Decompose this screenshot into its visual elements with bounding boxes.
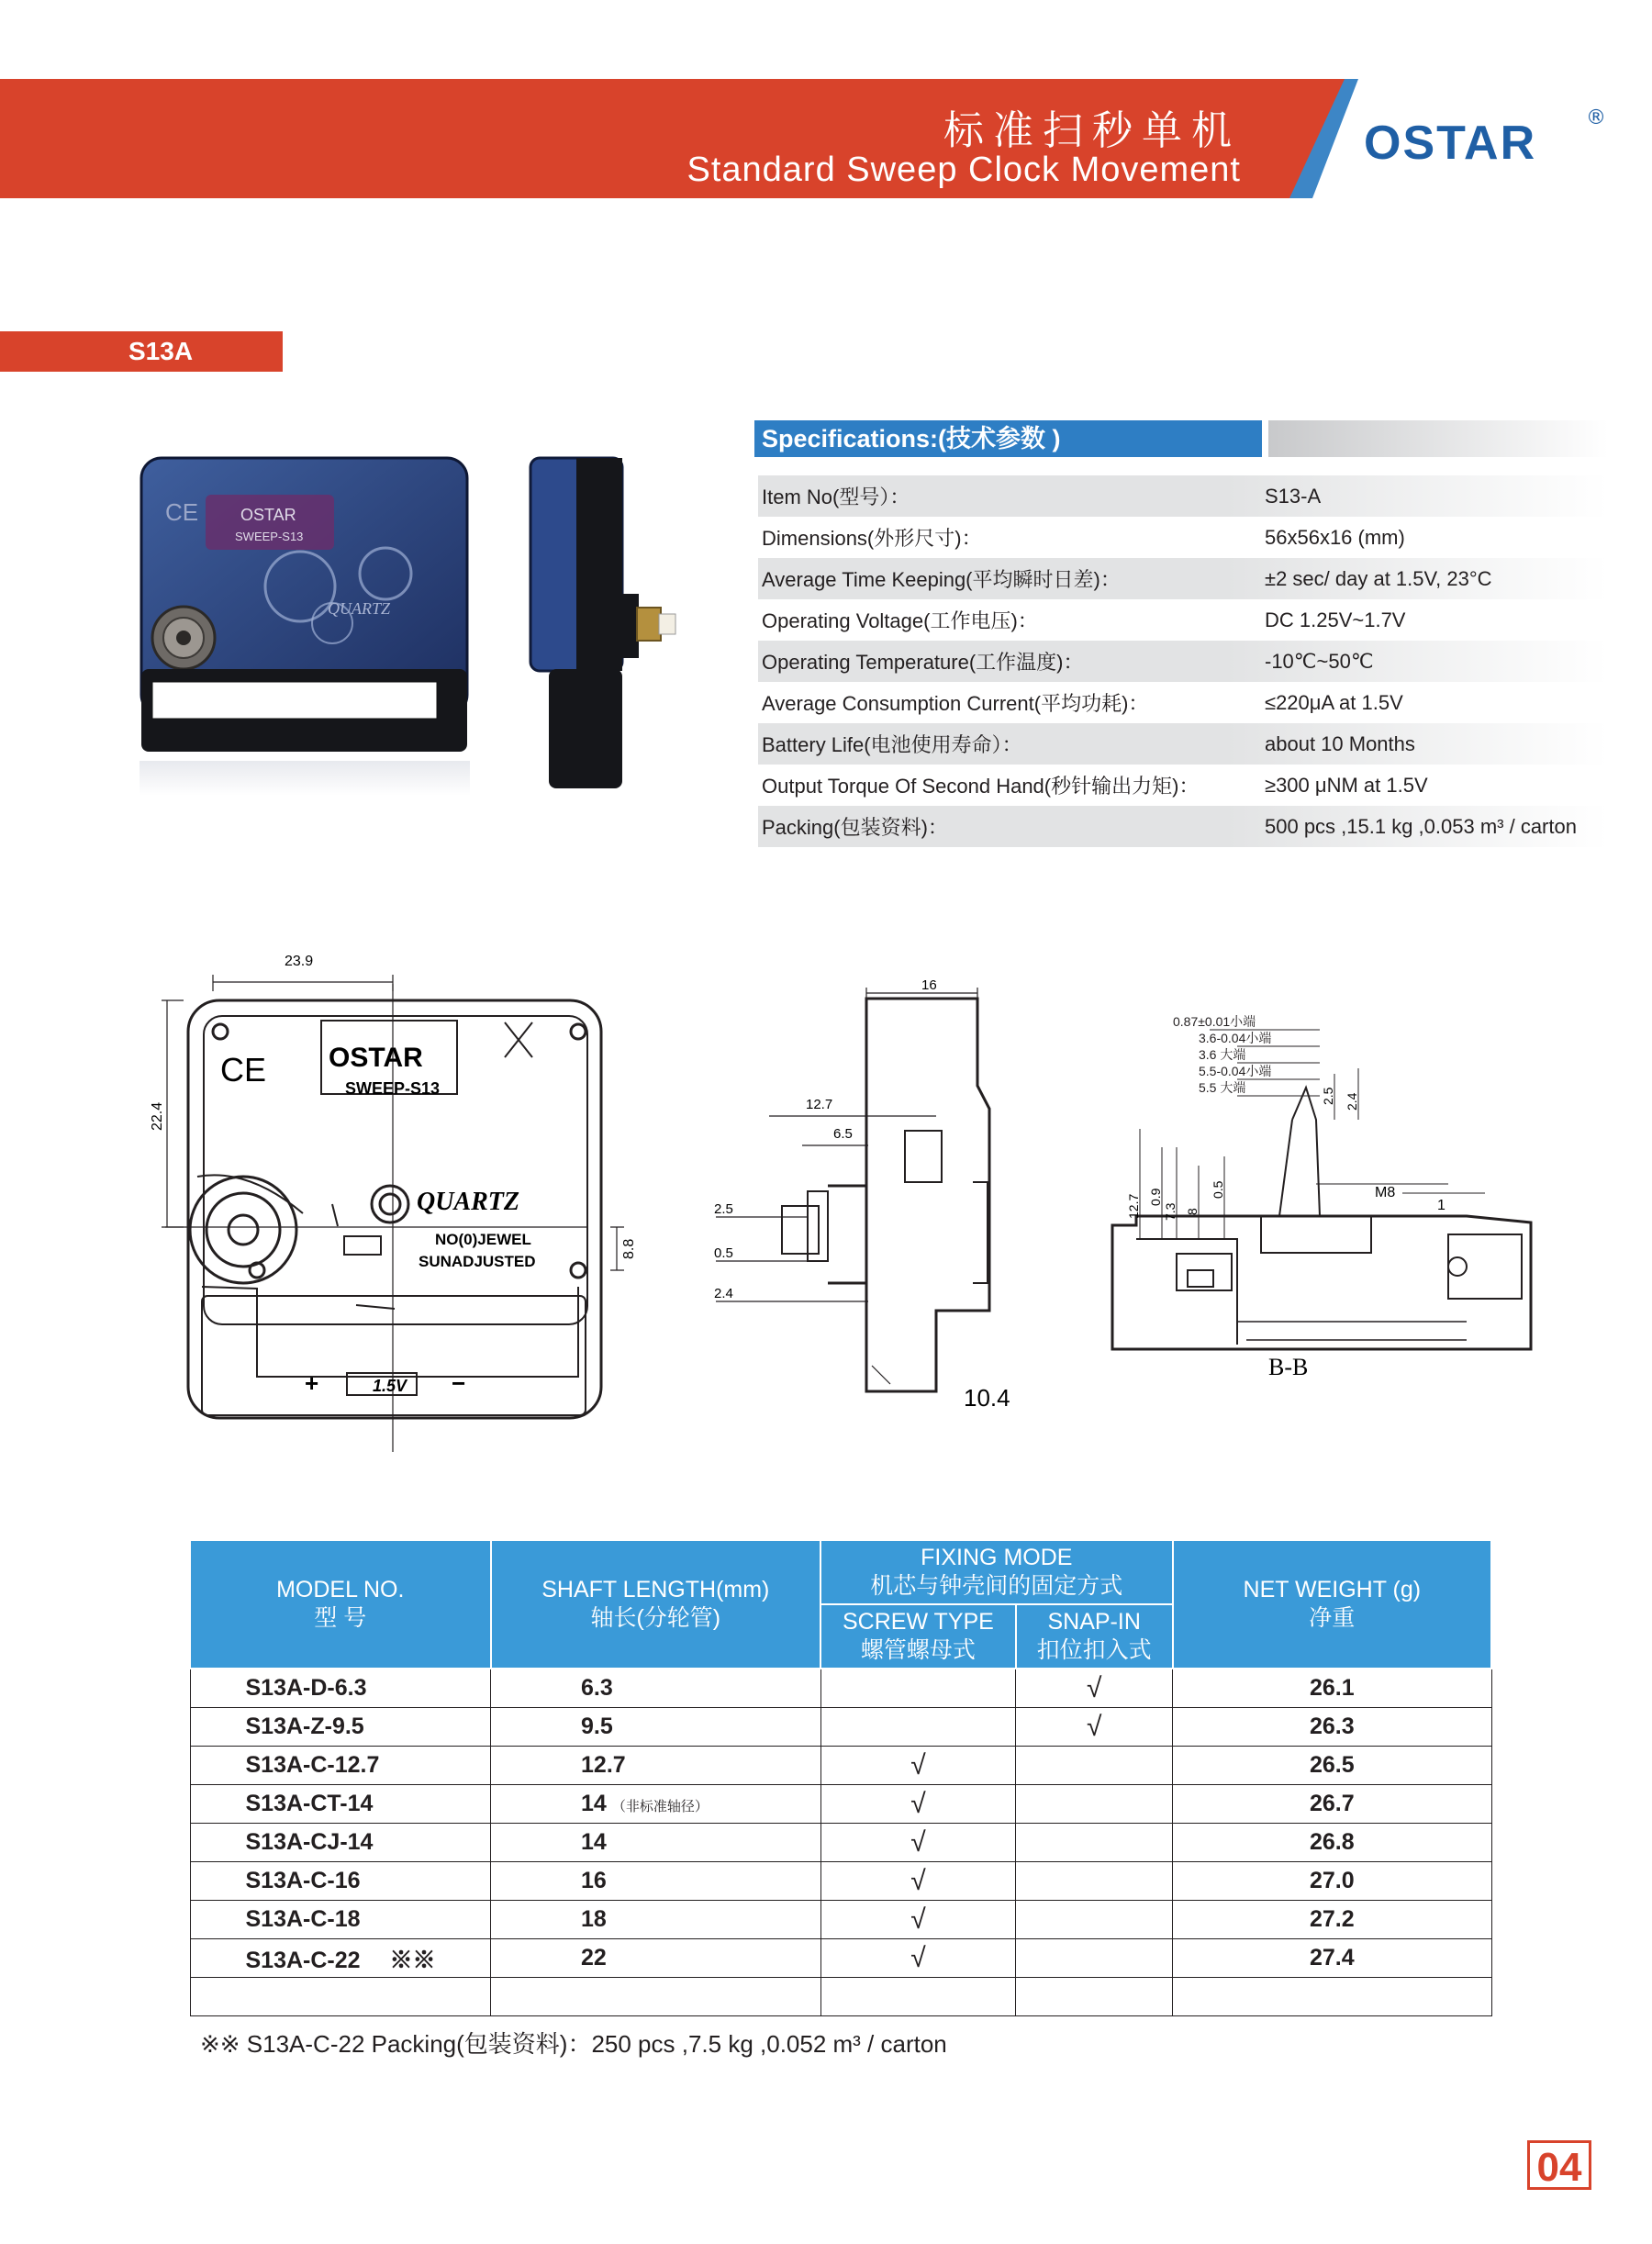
col-weight-en: NET WEIGHT (g)	[1243, 1576, 1422, 1602]
table-row	[190, 1747, 1491, 1785]
spec-label: Operating Temperature(工作温度)：	[762, 651, 1084, 674]
dim-section-v3: 8	[1185, 1208, 1200, 1215]
cell-model: S13A-C-16	[190, 1862, 491, 1901]
table-row	[190, 1708, 1491, 1747]
spec-row	[758, 599, 1608, 641]
col-weight-cn: 净重	[1309, 1605, 1356, 1631]
battery-plus: +	[305, 1369, 319, 1397]
spec-label: Average Consumption Current(平均功耗)：	[762, 692, 1149, 715]
cell-screw-type: √	[820, 1824, 1016, 1862]
spec-value: S13-A	[1265, 484, 1322, 508]
cell-shaft	[491, 1901, 821, 1939]
dim-section-v1: 0.9	[1148, 1188, 1163, 1206]
spec-label: Item No(型号）：	[762, 486, 910, 508]
dim-tip: 2.5	[714, 1201, 733, 1217]
col-fixing-en: FIXING MODE	[921, 1544, 1073, 1570]
cell-weight: 27.2	[1173, 1901, 1491, 1939]
cell-weight: 26.1	[1173, 1669, 1491, 1708]
dim-bottom: 10.4	[964, 1384, 1010, 1412]
spec-label: Battery Life(电池使用寿命）：	[762, 733, 1022, 756]
drawing-unadjusted-text: SUNADJUSTED	[419, 1253, 536, 1270]
table-row	[190, 1669, 1491, 1708]
cell-weight: 27.0	[1173, 1862, 1491, 1901]
photo-ce-mark: CE	[165, 498, 199, 526]
col-weight-header	[1173, 1540, 1491, 1669]
side-view-drawing	[698, 980, 1028, 1448]
shaft-value: 14	[581, 1829, 607, 1855]
cell-screw-type: √	[820, 1747, 1016, 1785]
dim-section-v5: 2.5	[1321, 1087, 1335, 1105]
ostar-logo: OSTAR	[1364, 117, 1537, 170]
registered-mark: ®	[1586, 106, 1606, 129]
dim-shaft-seg: 6.5	[833, 1126, 853, 1142]
cell-screw-type: √	[820, 1785, 1016, 1824]
dim-shaft-length: 12.7	[806, 1097, 833, 1112]
section-one: 1	[1437, 1198, 1446, 1213]
spec-label: Packing(包装资料)：	[762, 816, 948, 839]
cell-snap-in	[1016, 1785, 1173, 1824]
section-note: 5.5 大端	[1199, 1080, 1246, 1095]
cell-snap-in	[1016, 1901, 1173, 1939]
section-view-drawing	[1099, 1010, 1540, 1395]
cell-snap-in	[1016, 1862, 1173, 1901]
cell-screw-type	[820, 1708, 1016, 1747]
dim-right-height: 8.8	[621, 1238, 637, 1259]
cell-model: S13A-CJ-14	[190, 1824, 491, 1862]
battery-voltage: 1.5V	[373, 1377, 407, 1395]
drawing-quartz-text: QUARTZ	[417, 1188, 519, 1216]
drawing-brand-text: OSTAR	[329, 1043, 423, 1073]
cell-snap-in: √	[1016, 1669, 1173, 1708]
movement-side-photo	[521, 456, 705, 796]
dim-left-height: 22.4	[150, 1101, 165, 1131]
cell-screw-type	[820, 1669, 1016, 1708]
movement-front-photo	[140, 456, 470, 796]
model-table	[189, 1539, 1492, 2016]
shaft-value: 12.7	[581, 1752, 626, 1778]
col-model-cn: 型 号	[314, 1605, 367, 1631]
spec-label: Operating Voltage(工作电压)：	[762, 609, 1038, 632]
section-note: 3.6-0.04小端	[1199, 1031, 1272, 1045]
spec-value: ±2 sec/ day at 1.5V, 23°C	[1265, 566, 1492, 590]
shaft-value: 16	[581, 1868, 607, 1893]
drawing-ce-mark: CE	[220, 1051, 267, 1089]
table-row	[190, 1785, 1491, 1824]
spec-row	[758, 558, 1608, 599]
cell-weight: 26.3	[1173, 1708, 1491, 1747]
cell-model: S13A-C-12.7	[190, 1747, 491, 1785]
shaft-value: 6.3	[581, 1675, 613, 1701]
section-label: B-B	[1268, 1354, 1309, 1380]
specifications-heading-fade	[1268, 420, 1608, 457]
section-note: 5.5-0.04小端	[1199, 1064, 1272, 1078]
col-model-en: MODEL NO.	[276, 1576, 405, 1602]
cell-model: S13A-CT-14	[190, 1785, 491, 1824]
col-snap-cn: 扣位扣入式	[1036, 1637, 1152, 1663]
dim-depth: 16	[921, 980, 937, 993]
section-m8: M8	[1375, 1185, 1396, 1200]
dim-section-v6: 2.4	[1345, 1092, 1359, 1111]
page-title-en: Standard Sweep Clock Movement	[686, 151, 1241, 189]
cell-shaft	[491, 1747, 821, 1785]
cell-shaft	[491, 1708, 821, 1747]
dim-section-v4: 0.5	[1211, 1180, 1225, 1199]
front-view-drawing	[147, 938, 642, 1461]
section-note: 0.87±0.01小端	[1173, 1014, 1256, 1029]
drawing-jewel-text: NO(0)JEWEL	[435, 1231, 531, 1248]
cell-weight: 26.5	[1173, 1747, 1491, 1785]
table-row	[190, 1978, 1491, 2016]
cell-weight: 26.7	[1173, 1785, 1491, 1824]
photo-model-text: SWEEP-S13	[235, 530, 304, 543]
battery-minus: −	[452, 1369, 466, 1397]
col-model-header	[190, 1540, 491, 1669]
specifications-table	[758, 475, 1608, 847]
table-row	[190, 1824, 1491, 1862]
spec-value: 56x56x16 (mm)	[1265, 525, 1405, 549]
shaft-value: 18	[581, 1906, 607, 1932]
spec-value: -10℃~50℃	[1265, 649, 1374, 673]
spec-row	[758, 475, 1608, 517]
cell-model: S13A-C-22 ※※	[190, 1939, 491, 1978]
spec-value: about 10 Months	[1265, 731, 1415, 755]
photo-brand-text: OSTAR	[240, 506, 296, 524]
col-shaft-header	[491, 1540, 821, 1669]
cell-snap-in: √	[1016, 1708, 1173, 1747]
col-screw-en: SCREW TYPE	[843, 1608, 994, 1635]
col-fixing-cn: 机芯与钟壳间的固定方式	[870, 1573, 1123, 1599]
cell-screw-type: √	[820, 1939, 1016, 1978]
page-number: 04	[1527, 2140, 1591, 2190]
cell-model: S13A-D-6.3	[190, 1669, 491, 1708]
col-snap-en: SNAP-IN	[1047, 1608, 1141, 1635]
table-row	[190, 1901, 1491, 1939]
cell-screw-type	[820, 1978, 1016, 2016]
spec-value: DC 1.25V~1.7V	[1265, 608, 1406, 631]
cell-snap-in	[1016, 1747, 1173, 1785]
spec-label: Output Torque Of Second Hand(秒针输出力矩)：	[762, 775, 1200, 798]
spec-row	[758, 723, 1608, 765]
specifications-heading: Specifications:(技术参数 )	[754, 420, 1262, 457]
cell-screw-type: √	[820, 1901, 1016, 1939]
dim-section-v0: 12.7	[1126, 1193, 1141, 1219]
cell-snap-in	[1016, 1824, 1173, 1862]
packing-footnote: ※※ S13A-C-22 Packing(包装资料)：250 pcs ,7.5 kg ,0.052 m³ / carton	[200, 2030, 947, 2058]
table-row	[190, 1862, 1491, 1901]
cell-shaft	[491, 1669, 821, 1708]
spec-label: Dimensions(外形尺寸)：	[762, 527, 982, 550]
cell-model	[190, 1978, 491, 2016]
dim-gap: 0.5	[714, 1245, 733, 1261]
col-screw-header	[820, 1604, 1016, 1669]
cell-shaft	[491, 1939, 821, 1978]
page-title-cn: 标准扫秒单机	[943, 107, 1241, 154]
spec-row	[758, 765, 1608, 806]
spec-value: ≤220μA at 1.5V	[1265, 690, 1403, 714]
spec-row	[758, 806, 1608, 847]
spec-value: 500 pcs ,15.1 kg ,0.053 m³ / carton	[1265, 814, 1577, 838]
col-shaft-cn: 轴长(分轮管)	[590, 1605, 721, 1631]
col-shaft-en: SHAFT LENGTH(mm)	[541, 1576, 770, 1602]
cell-weight: 26.8	[1173, 1824, 1491, 1862]
dim-base: 2.4	[714, 1286, 733, 1301]
cell-model: S13A-Z-9.5	[190, 1708, 491, 1747]
cell-shaft	[491, 1824, 821, 1862]
cell-snap-in	[1016, 1939, 1173, 1978]
col-screw-cn: 螺管螺母式	[860, 1637, 976, 1663]
shaft-value: 22	[581, 1945, 607, 1970]
section-note: 3.6 大端	[1199, 1047, 1246, 1062]
dim-section-v2: 7.3	[1163, 1202, 1178, 1221]
shaft-value: 14	[581, 1791, 607, 1816]
col-fixing-header	[820, 1540, 1173, 1604]
drawing-model-text: SWEEP-S13	[345, 1079, 441, 1098]
cell-shaft	[491, 1862, 821, 1901]
cell-model: S13A-C-18	[190, 1901, 491, 1939]
spec-value: ≥300 μNM at 1.5V	[1265, 773, 1428, 797]
photo-quartz-text: QUARTZ	[328, 599, 391, 618]
shaft-note: （非标准轴径）	[611, 1799, 709, 1814]
shaft-value: 9.5	[581, 1714, 613, 1739]
col-snap-header	[1016, 1604, 1173, 1669]
dim-width: 23.9	[285, 954, 314, 969]
spec-row	[758, 682, 1608, 723]
spec-row	[758, 517, 1608, 558]
spec-label: Average Time Keeping(平均瞬时日差)：	[762, 568, 1121, 591]
cell-shaft	[491, 1785, 821, 1824]
cell-weight: 27.4	[1173, 1939, 1491, 1978]
cell-snap-in	[1016, 1978, 1173, 2016]
cell-screw-type: √	[820, 1862, 1016, 1901]
cell-weight	[1173, 1978, 1491, 2016]
model-tag: S13A	[0, 331, 283, 372]
table-row	[190, 1939, 1491, 1978]
spec-row	[758, 641, 1608, 682]
cell-shaft	[491, 1978, 821, 2016]
